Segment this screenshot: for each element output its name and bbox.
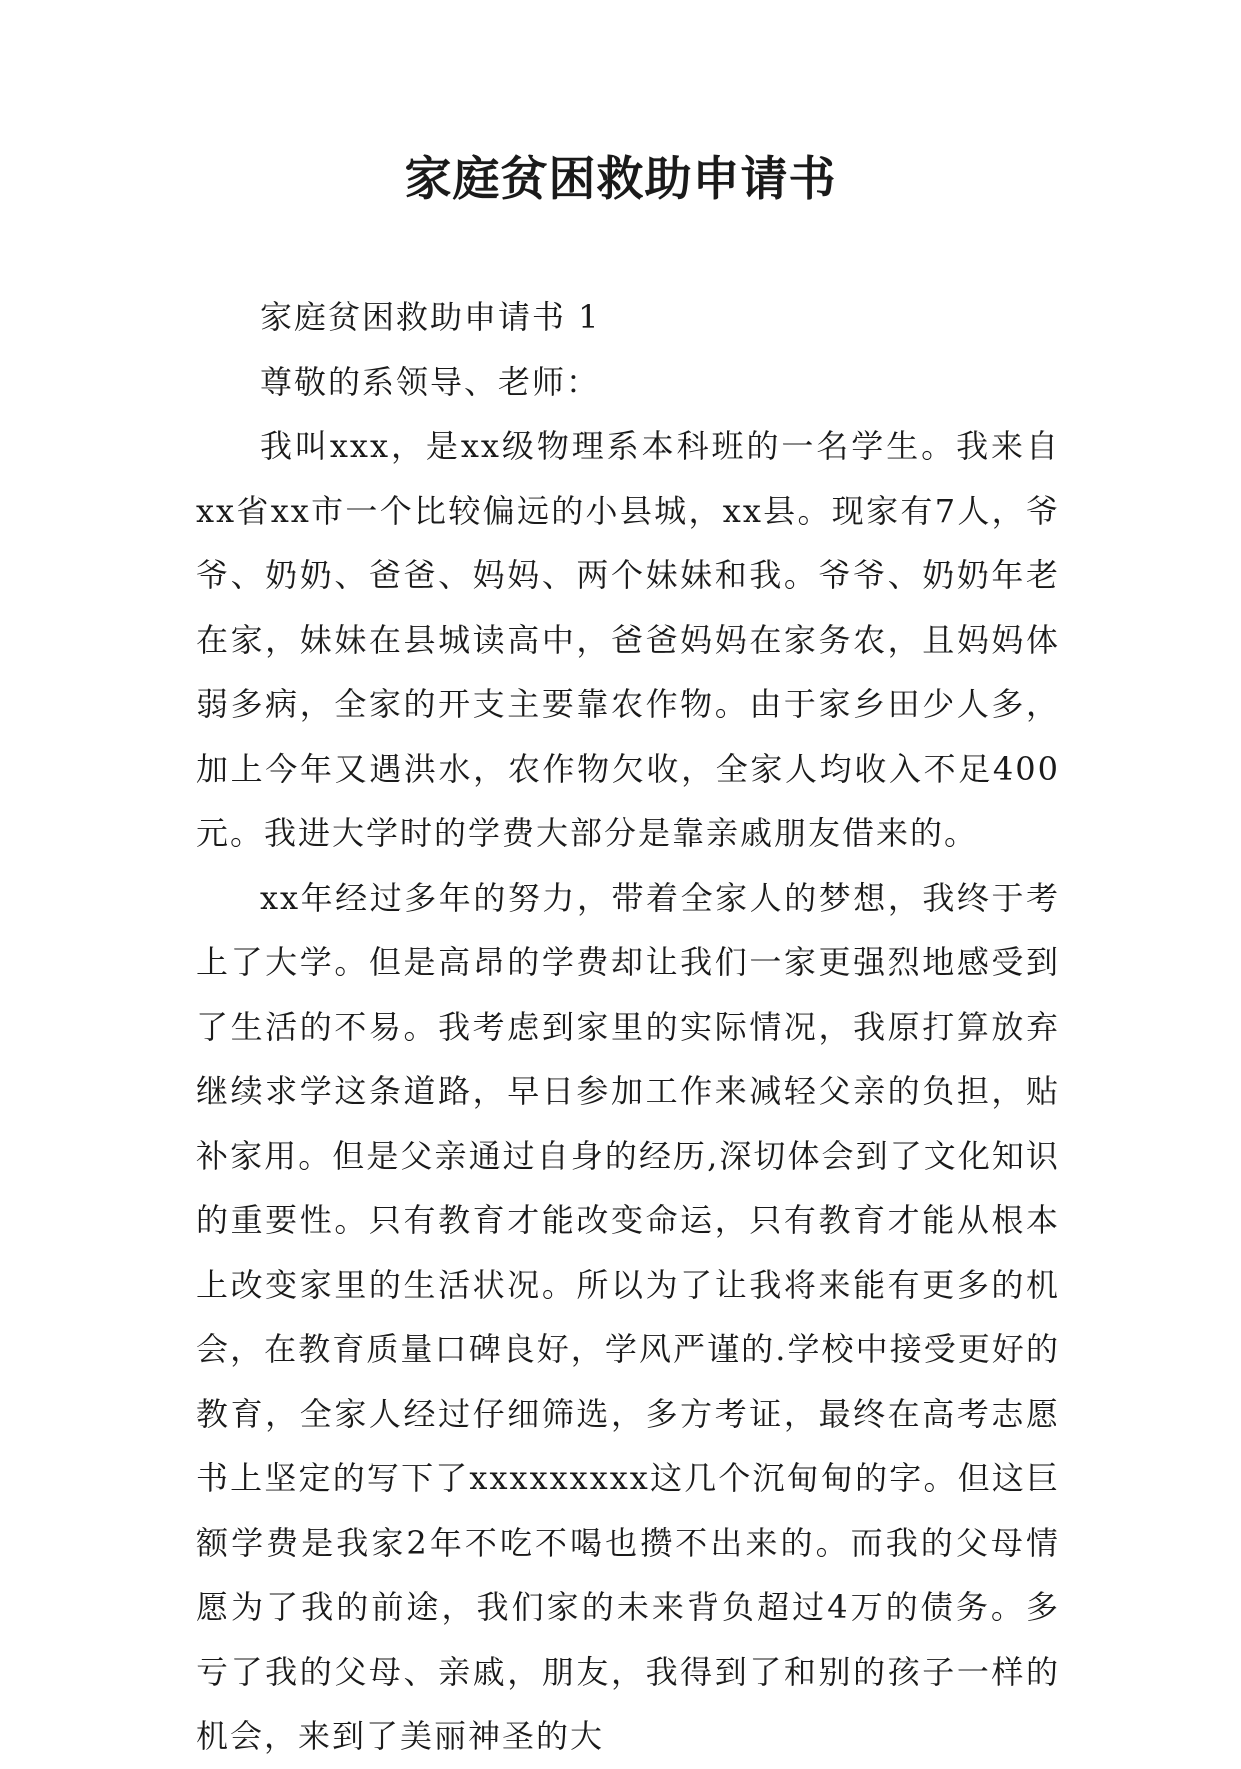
paragraph-1: 我叫xxx，是xx级物理系本科班的一名学生。我来自xx省xx市一个比较偏远的小县城，xx县。现家有7人，爷爷、奶奶、爸爸、妈妈、两个妹妹和我。爷爷、奶奶年老在家，妹妹在县城读高中，爸爸妈妈在家务农，且妈妈体弱多病，全家的开支主要靠农作物。由于家乡田少人多，加上今年又遇洪水，农作物欠收，全家人均收入不足400元。我进大学时的学费大部分是靠亲戚朋友借来的。	[196, 427, 1060, 852]
salutation: 尊敬的系领导、老师：	[260, 362, 601, 401]
paragraph-2: xx年经过多年的努力，带着全家人的梦想，我终于考上了大学。但是高昂的学费却让我们一家更强烈地感受到了生活的不易。我考虑到家里的实际情况，我原打算放弃继续求学这条道路，早日参加工作来减轻父亲的负担，贴补家用。但是父亲通过自身的经历,深切体会到了文化知识的重要性。只有教育才能改变命运，只有教育才能从根本上改变家里的生活状况。所以为了让我将来能有更多的机会，在教育质量口碑良好，学风严谨的.学校中接受更好的教育，全家人经过仔细筛选，多方考证，最终在高考志愿书上坚定的写下了xxxxxxxxx这几个沉甸甸的字。但这巨额学费是我家2年不吃不喝也攒不出来的。而我的父母情愿为了我的前途，我们家的未来背负超过4万的债务。多亏了我的父母、亲戚，朋友，我得到了和别的孩子一样的机会，来到了美丽神圣的大	[196, 878, 1060, 1755]
document-body	[196, 285, 1060, 1769]
document-title: 家庭贫困救助申请书	[404, 152, 837, 207]
document-subtitle: 家庭贫困救助申请书 1	[260, 298, 601, 336]
